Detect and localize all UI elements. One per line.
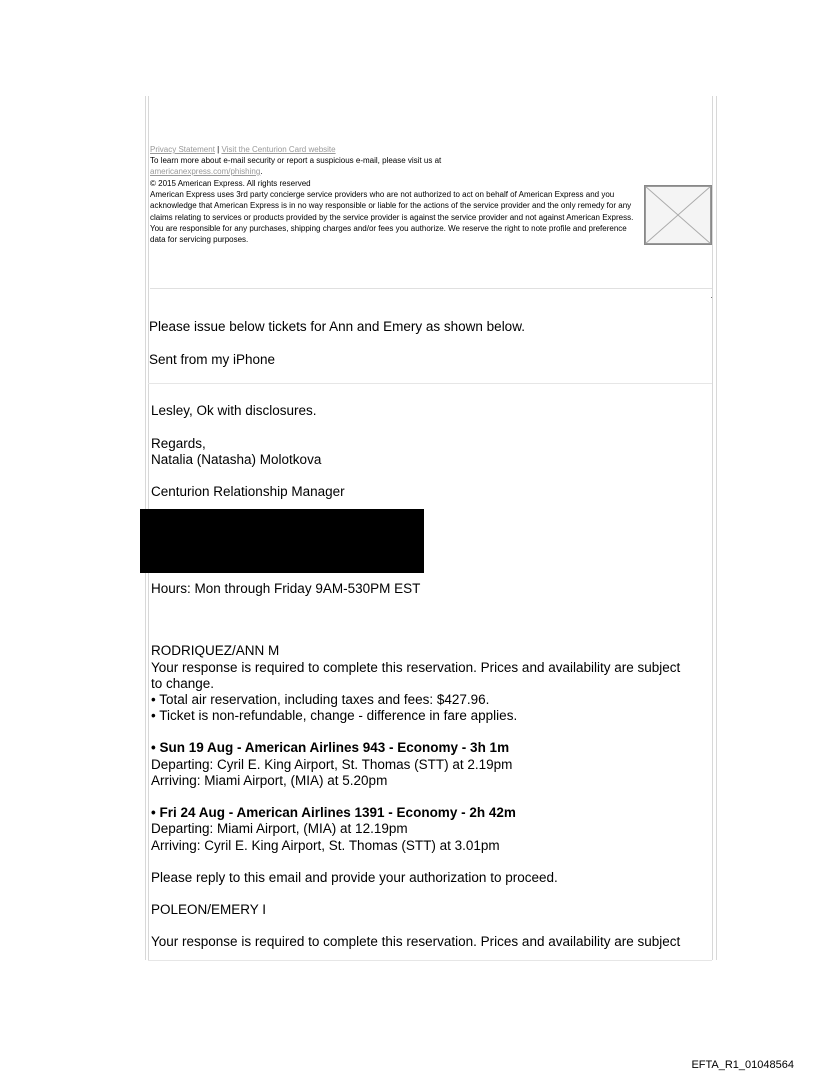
office-hours: Hours: Mon through Friday 9AM-530PM EST — [151, 581, 421, 596]
reply-request-line: Please issue below tickets for Ann and Emery as shown below. — [149, 319, 525, 334]
frame-border-right — [716, 96, 717, 960]
phishing-line — [150, 166, 263, 177]
bates-number: EFTA_R1_01048564 — [691, 1059, 794, 1071]
centurion-website-link[interactable]: Visit the Centurion Card website — [221, 145, 336, 154]
flight-2-arriving: Arriving: Cyril E. King Airport, St. Thomas (STT) at 3.01pm — [151, 838, 500, 853]
stray-dot — [711, 297, 712, 298]
authorization-request: Please reply to this email and provide your authorization to proceed. — [151, 870, 558, 885]
footer-link-separator: | — [214, 145, 222, 154]
sender-name: Natalia (Natasha) Molotkova — [151, 452, 322, 467]
phishing-link[interactable]: americanexpress.com/phishing — [150, 167, 261, 176]
flight-1-arriving: Arriving: Miami Airport, (MIA) at 5.20pm — [151, 773, 388, 788]
security-notice: To learn more about e-mail security or report a suspicious e-mail, please visit us at — [150, 156, 442, 165]
phishing-suffix: . — [260, 167, 263, 176]
image-placeholder-icon — [645, 186, 711, 244]
refund-policy-bullet: • Ticket is non-refundable, change - difference in fare applies. — [151, 708, 518, 723]
regards-line: Regards, — [151, 436, 206, 451]
greeting-line: Lesley, Ok with disclosures. — [151, 403, 317, 418]
flight-1-departing: Departing: Cyril E. King Airport, St. Thomas (STT) at 2.19pm — [151, 757, 513, 772]
passenger-name-1: RODRIQUEZ/ANN M — [151, 643, 280, 658]
flight-2-title: • Fri 24 Aug - American Airlines 1391 - Economy - 2h 42m — [151, 805, 516, 820]
copyright-text: © 2015 American Express. All rights reserved — [150, 179, 311, 188]
footer-links — [150, 144, 336, 155]
frame-border-right-inner — [712, 96, 713, 960]
broken-image-placeholder — [644, 185, 712, 245]
privacy-statement-link[interactable]: Privacy Statement — [150, 145, 215, 154]
total-fare-bullet: • Total air reservation, including taxes and fees: $427.96. — [151, 692, 490, 707]
response-required-2: Your response is required to complete this reservation. Prices and availability are subject — [151, 934, 681, 949]
legal-disclaimer: American Express uses 3rd party concierge service providers who are not authorized to act on behalf of American Express and you acknowledge that American Express is in no way responsible or liable for the actions of the service provider and the only remedy for any claims relating to services or products provided by the service provider is against the service provider and not against American Express. You are responsible for any purchases, shipping charges and/or fees you authorize. We reserve the right to note profile and preference data for servicing purposes. — [150, 190, 634, 245]
response-required-1-cont: to change. — [151, 676, 215, 691]
flight-2-departing: Departing: Miami Airport, (MIA) at 12.19pm — [151, 821, 408, 836]
reply-signature: Sent from my iPhone — [149, 352, 276, 367]
redaction-block — [140, 509, 424, 573]
sender-title: Centurion Relationship Manager — [151, 484, 345, 499]
flight-1-title: • Sun 19 Aug - American Airlines 943 - Economy - 3h 1m — [151, 740, 510, 755]
response-required-1: Your response is required to complete this reservation. Prices and availability are subject — [151, 660, 681, 675]
passenger-name-2: POLEON/EMERY I — [151, 902, 267, 917]
